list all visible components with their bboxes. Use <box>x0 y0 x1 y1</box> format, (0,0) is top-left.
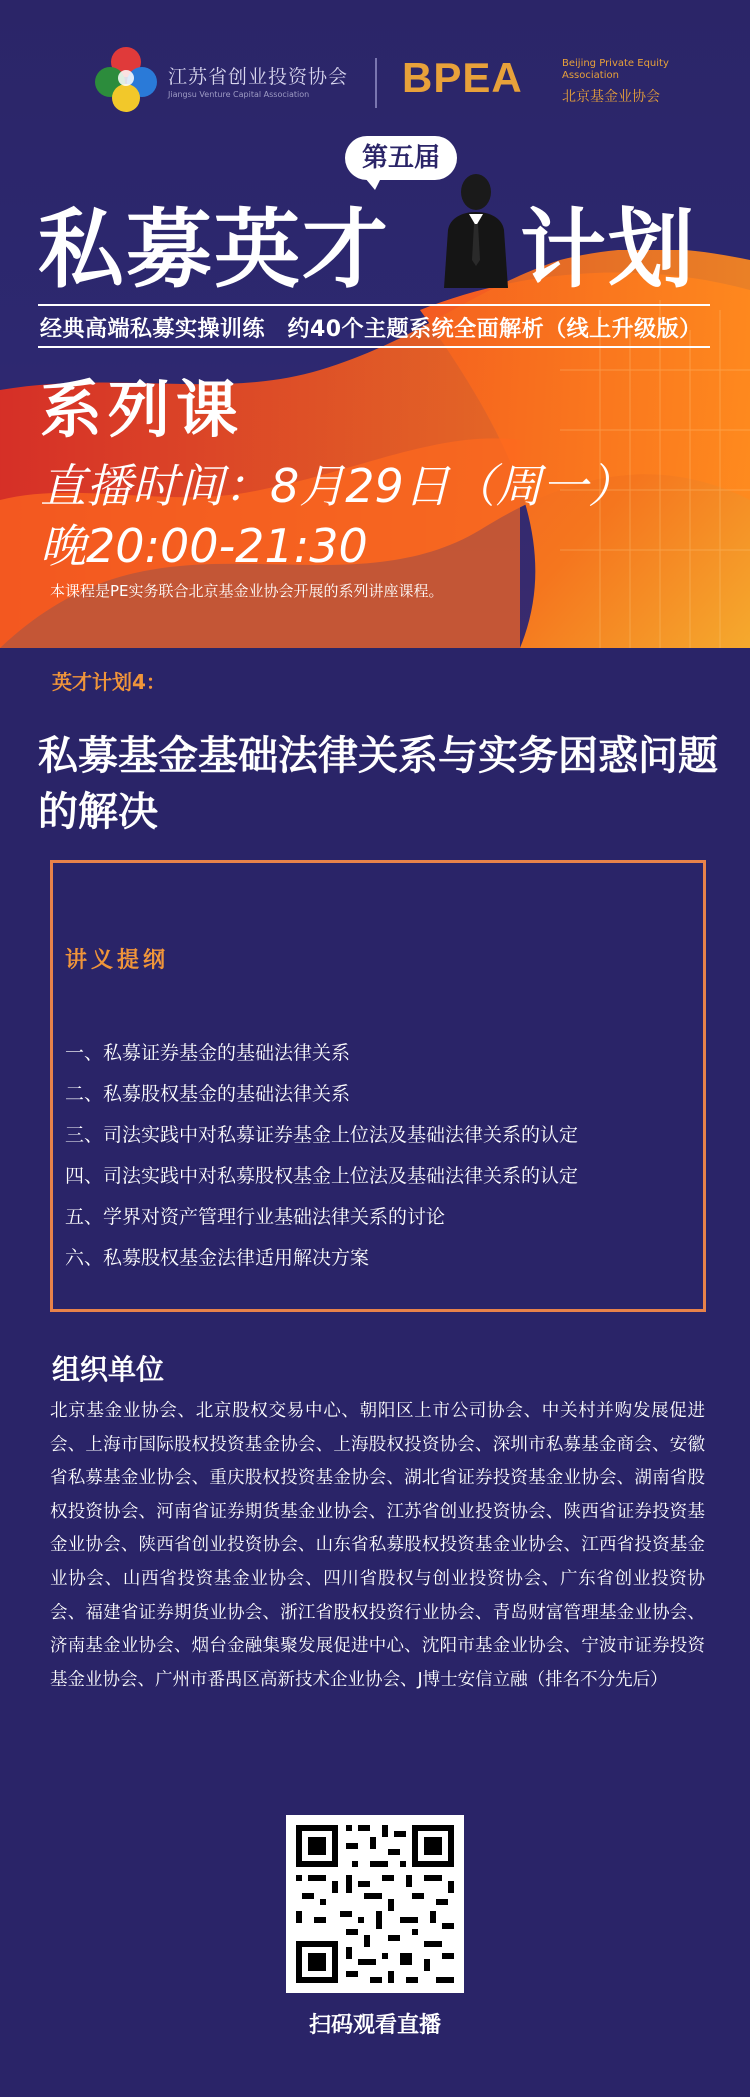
organizers-list: 北京基金业协会、北京股权交易中心、朝阳区上市公司协会、中关村并购发展促进会、上海市国际股权投资基金协会、上海股权投资协会、深圳市私募基金商会、安徽省私募基金业协会、重庆股权投资基金协会、湖北省证券投资基金业协会、湖南省股权投资协会、河南省证券期货基金业协会、江苏省创业投资协会、陕西省证券投资基金业协会、陕西省创业投资协会、山东省私募股权投资基金业协会、江西省投资基金业协会、山西省投资基金业协会、四川省股权与创业投资协会、广东省创业投资协会、福建省证券期货业协会、浙江省股权投资行业协会、青岛财富管理基金业协会、济南基金业协会、烟台金融集聚发展促进中心、沈阳市基金业协会、宁波市证券投资基金业协会、广州市番禺区高新技术企业协会、J博士安信立融（排名不分先后） <box>50 1401 705 1690</box>
outline-item: 三、司法实践中对私募证券基金上位法及基础法律关系的认定 <box>65 1124 579 1146</box>
live-date: 直播时间：8月29日（周一） <box>40 459 634 513</box>
series-heading: 系列课 <box>40 373 245 446</box>
main-title-right: 计划 <box>520 200 696 300</box>
logo-left-name: 江苏省创业投资协会 <box>168 66 349 88</box>
outline-item: 六、私募股权基金法律适用解决方案 <box>65 1247 370 1269</box>
qr-caption: 扫码观看直播 <box>308 2013 441 2038</box>
logo-divider <box>375 58 377 108</box>
live-hours: 晚20:00-21:30 <box>40 519 368 573</box>
outline-list <box>65 1033 578 1279</box>
jiangsu-vc-logo <box>90 42 349 114</box>
bpea-chinese-name: 北京基金业协会 <box>562 89 660 105</box>
outline-item: 五、学界对资产管理行业基础法律关系的讨论 <box>65 1206 446 1228</box>
subtitle-bottom-rule <box>38 346 710 348</box>
hero-subtitle: 经典高端私募实操训练 约40个主题系统全面解析（线上升级版） <box>40 317 702 342</box>
subtitle-top-rule <box>38 304 710 306</box>
course-tag: 英才计划4： <box>52 670 166 694</box>
organizers-title: 组织单位 <box>52 1353 165 1386</box>
businessman-icon <box>436 168 516 288</box>
outline-item: 二、私募股权基金的基础法律关系 <box>65 1083 351 1105</box>
outline-title: 讲义提纲 <box>65 948 170 973</box>
rings-logo-icon <box>90 42 162 114</box>
qr-code[interactable] <box>286 1815 464 1993</box>
qr-code-image <box>286 1815 464 1993</box>
hero-banner <box>0 0 750 648</box>
outline-box <box>50 860 706 1312</box>
bpea-wordmark: BPEA <box>402 54 523 101</box>
main-title-left: 私募英才 <box>38 200 390 300</box>
outline-item: 一、私募证券基金的基础法律关系 <box>65 1042 351 1064</box>
bpea-logo <box>402 52 702 112</box>
hero-note: 本课程是PE实务联合北京基金业协会开展的系列讲座课程。 <box>50 582 444 600</box>
logo-left-subtitle: Jiangsu Venture Capital Association <box>168 90 310 99</box>
outline-item: 四、司法实践中对私募股权基金上位法及基础法律关系的认定 <box>65 1165 579 1187</box>
bpea-english-name: Beijing Private Equity Association <box>562 58 669 81</box>
course-title: 私募基金基础法律关系与实务困惑问题的解决 <box>38 733 718 835</box>
edition-badge: 第五届 <box>345 136 457 180</box>
